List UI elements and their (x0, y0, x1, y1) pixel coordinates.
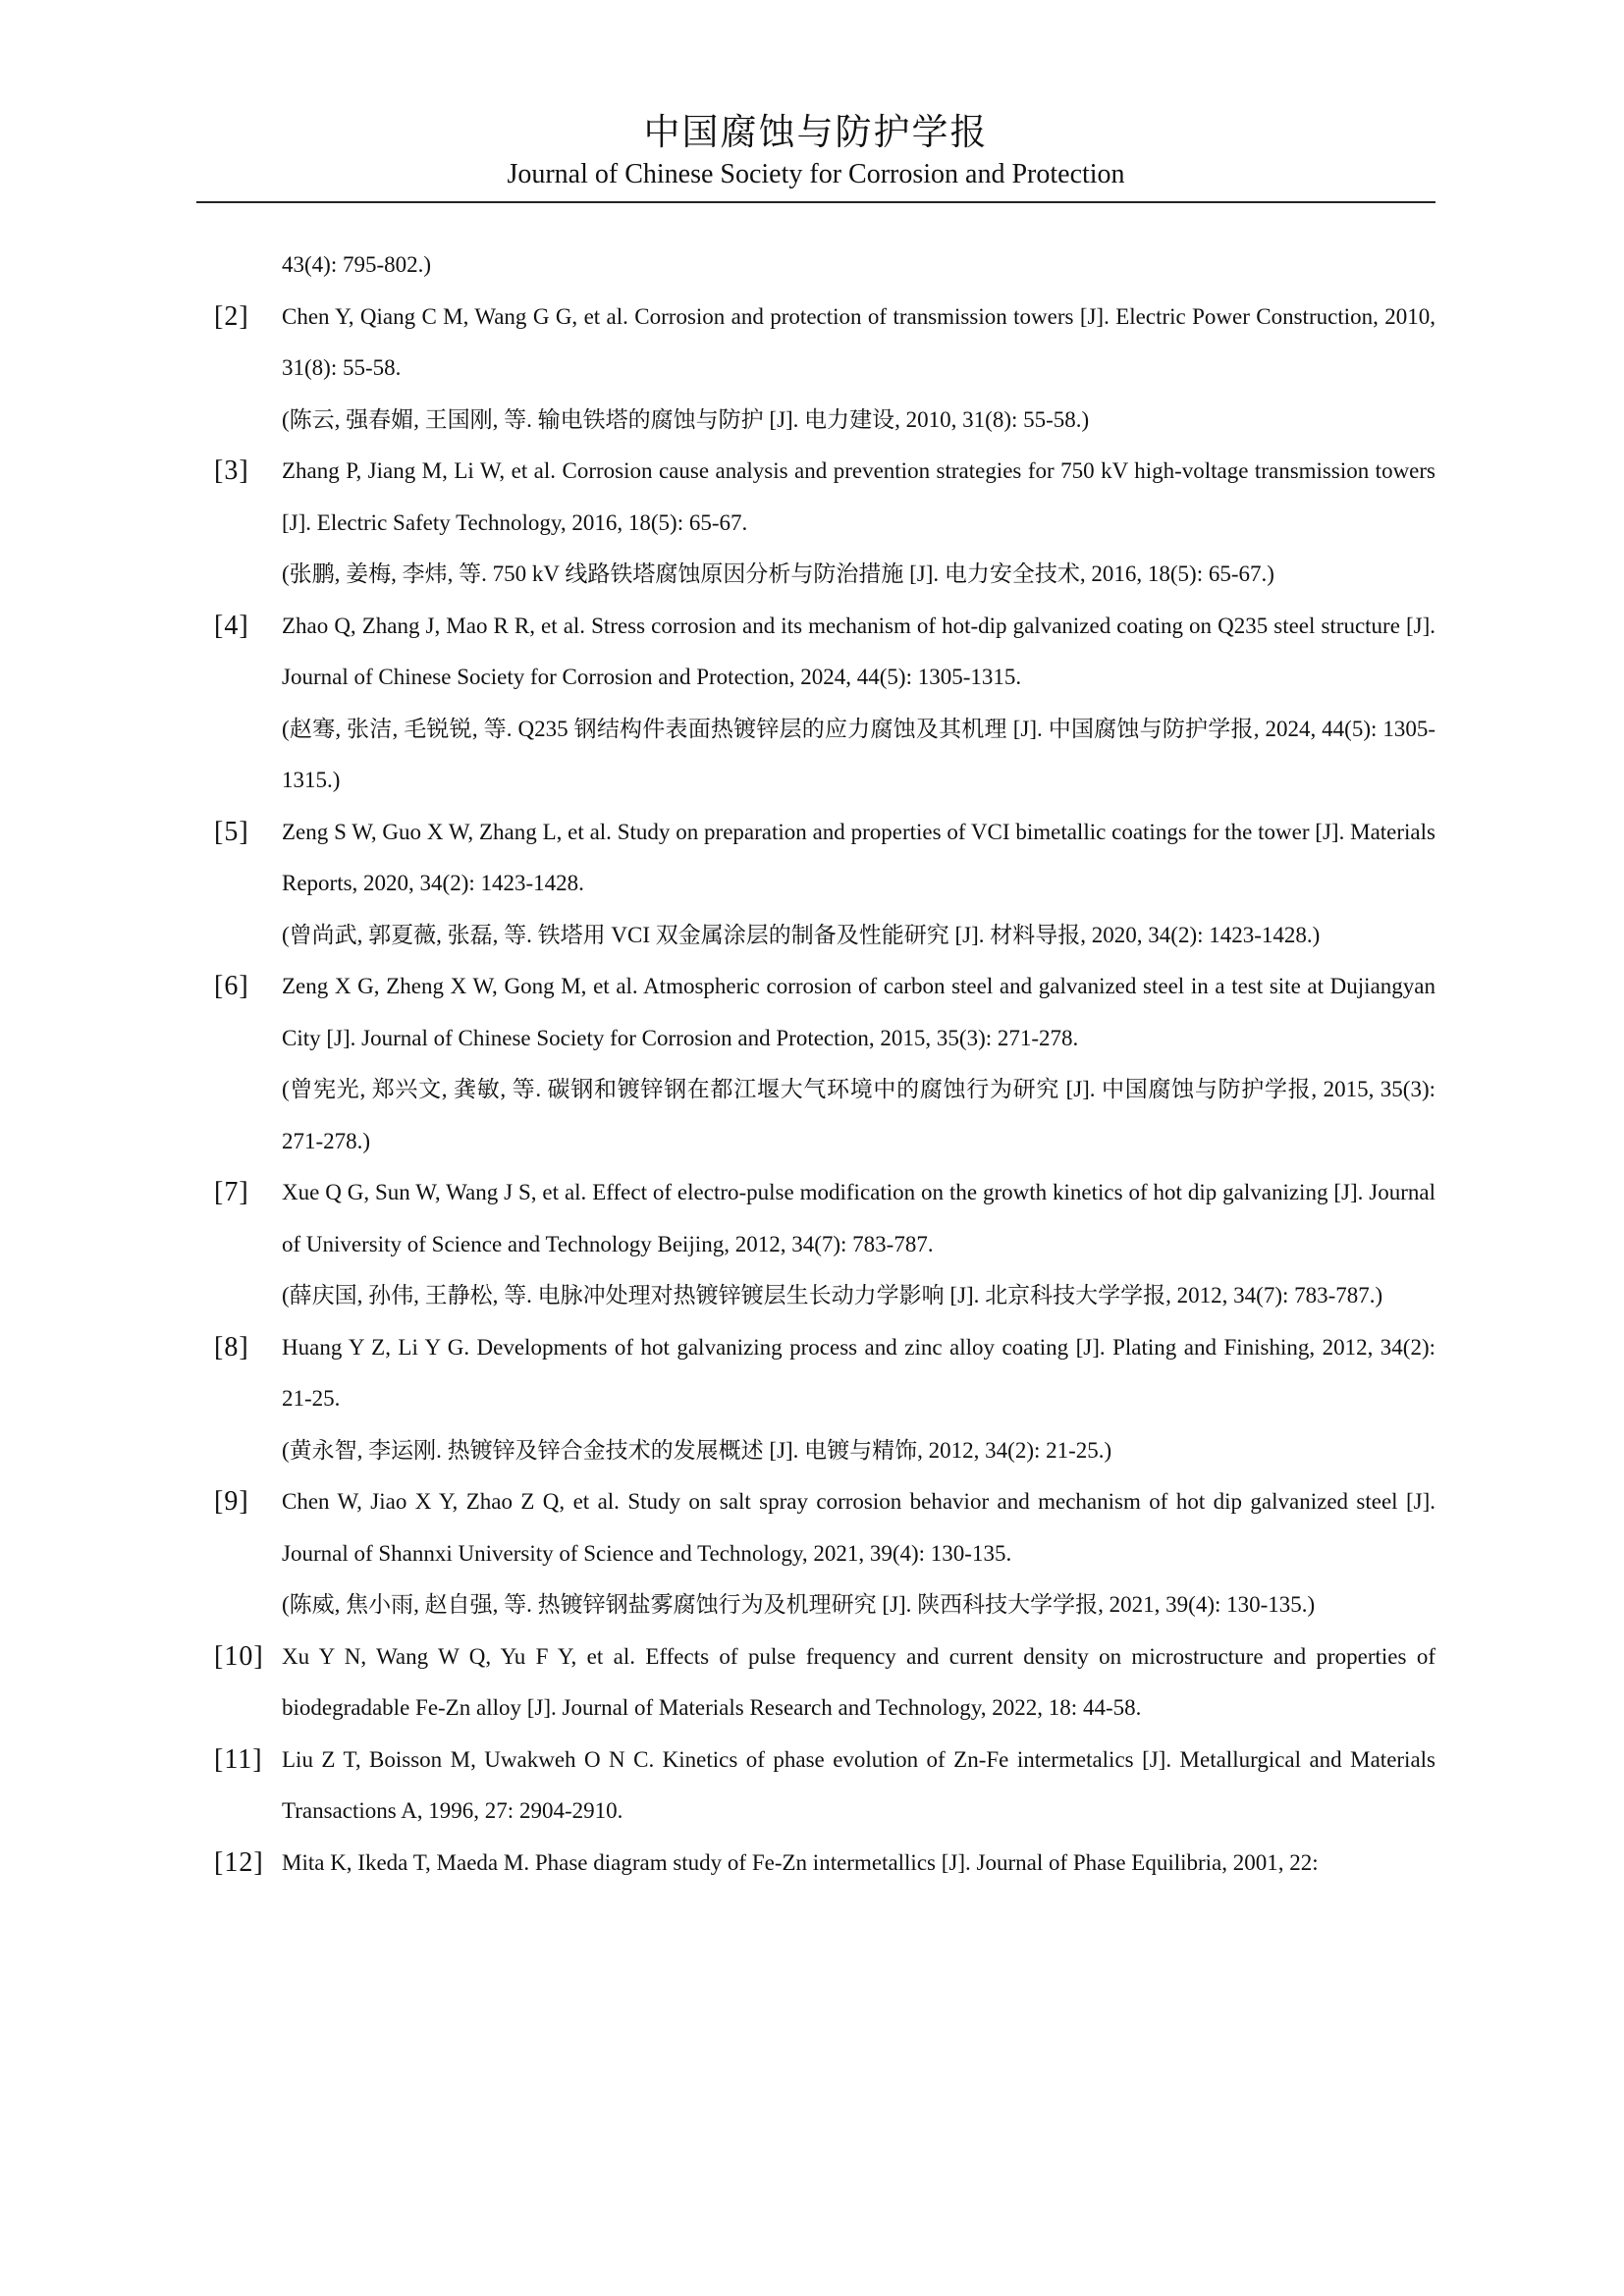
reference-chinese: (陈云, 强春媚, 王国刚, 等. 输电铁塔的腐蚀与防护 [J]. 电力建设, 2010, 31(8): 55-58.) (282, 406, 1090, 432)
reference-body (282, 1476, 1435, 1631)
reference-number: [11] (214, 1743, 263, 1775)
reference-chinese: (薛庆国, 孙伟, 王静松, 等. 电脉冲处理对热镀锌镀层生长动力学影响 [J]. 北京科技大学学报, 2012, 34(7): 783-787.) (282, 1283, 1383, 1308)
reference-number: [3] (214, 455, 249, 486)
journal-title-en: Journal of Chinese Society for Corrosion and Protection (507, 159, 1125, 189)
continued-reference-text: 43(4): 795-802.) (282, 252, 432, 277)
reference-item (214, 1167, 1435, 1322)
reference-english: Chen Y, Qiang C M, Wang G G, et al. Corrosion and protection of transmission towers [J]. Electric Power Construction, 2010, 31(8): 55-58. (282, 303, 1435, 380)
reference-item (214, 1838, 1435, 1890)
reference-number: [10] (214, 1640, 264, 1672)
reference-number: [12] (214, 1846, 264, 1878)
page-header (196, 110, 1435, 192)
reference-english: Zhao Q, Zhang J, Mao R R, et al. Stress corrosion and its mechanism of hot-dip galvanized coating on Q235 steel structure [J]. Journal of Chinese Society for Corrosion and Protection, 2024, 44(5): 1305-1315. (282, 613, 1435, 689)
reference-chinese: (赵骞, 张洁, 毛锐锐, 等. Q235 钢结构件表面热镀锌层的应力腐蚀及其机理 [J]. 中国腐蚀与防护学报, 2024, 44(5): 1305-1315.) (282, 716, 1435, 792)
reference-list (214, 240, 1435, 1889)
reference-item (214, 1735, 1435, 1838)
reference-item (214, 601, 1435, 807)
reference-number: [6] (214, 971, 249, 1001)
reference-item (214, 446, 1435, 601)
reference-body (282, 1322, 1435, 1477)
reference-english: Zeng S W, Guo X W, Zhang L, et al. Study on preparation and properties of VCI bimetallic coatings for the tower [J]. Materials Reports, 2020, 34(2): 1423-1428. (282, 819, 1435, 895)
reference-english: Mita K, Ikeda T, Maeda M. Phase diagram study of Fe-Zn intermetallics [J]. Journal of Phase Equilibria, 2001, 22: (282, 1849, 1319, 1875)
reference-item (214, 1322, 1435, 1477)
reference-english: Huang Y Z, Li Y G. Developments of hot galvanizing process and zinc alloy coating [J]. Plating and Finishing, 2012, 34(2): 21-25. (282, 1334, 1435, 1411)
reference-number: [9] (214, 1486, 249, 1517)
reference-body (282, 1838, 1435, 1890)
reference-body (282, 446, 1435, 601)
reference-english: Liu Z T, Boisson M, Uwakweh O N C. Kinetics of phase evolution of Zn-Fe intermetalics [J]. Metallurgical and Materials Transactions A, 1996, 27: 2904-2910. (282, 1746, 1435, 1823)
reference-body (282, 1167, 1435, 1322)
reference-chinese: (曾尚武, 郭夏薇, 张磊, 等. 铁塔用 VCI 双金属涂层的制备及性能研究 [J]. 材料导报, 2020, 34(2): 1423-1428.) (282, 922, 1321, 947)
reference-number: [7] (214, 1177, 249, 1207)
reference-body (282, 1735, 1435, 1838)
reference-body (282, 1631, 1435, 1735)
reference-chinese: (黄永智, 李运刚. 热镀锌及锌合金技术的发展概述 [J]. 电镀与精饰, 2012, 34(2): 21-25.) (282, 1437, 1112, 1463)
reference-number: [2] (214, 300, 249, 332)
reference-english: Zeng X G, Zheng X W, Gong M, et al. Atmospheric corrosion of carbon steel and galvanized steel in a test site at Dujiangyan City [J]. Journal of Chinese Society for Corrosion and Protection, 2015, 35(3): 271-278. (282, 974, 1435, 1050)
reference-chinese: (陈威, 焦小雨, 赵自强, 等. 热镀锌钢盐雾腐蚀行为及机理研究 [J]. 陕西科技大学学报, 2021, 39(4): 130-135.) (282, 1592, 1316, 1617)
reference-number: [8] (214, 1331, 249, 1362)
reference-number: [4] (214, 610, 249, 641)
reference-english: Xu Y N, Wang W Q, Yu F Y, et al. Effects of pulse frequency and current density on microstructure and properties of biodegradable Fe-Zn alloy [J]. Journal of Materials Research and Technology, 2022, 18: 44-58. (282, 1643, 1435, 1720)
reference-number: [5] (214, 816, 249, 847)
reference-body (282, 961, 1435, 1167)
reference-item (214, 961, 1435, 1167)
reference-item (214, 1476, 1435, 1631)
journal-title-cn: 中国腐蚀与防护学报 (643, 111, 989, 153)
reference-english: Xue Q G, Sun W, Wang J S, et al. Effect of electro-pulse modification on the growth kinetics of hot dip galvanizing [J]. Journal of University of Science and Technology Beijing, 2012, 34(7): 783-787. (282, 1180, 1435, 1256)
reference-body (282, 601, 1435, 807)
reference-item (214, 292, 1435, 447)
reference-chinese: (曾宪光, 郑兴文, 龚敏, 等. 碳钢和镀锌钢在都江堰大气环境中的腐蚀行为研究 [J]. 中国腐蚀与防护学报, 2015, 35(3): 271-278.) (282, 1077, 1435, 1153)
reference-item (214, 807, 1435, 962)
reference-item (214, 1631, 1435, 1735)
reference-english: Chen W, Jiao X Y, Zhao Z Q, et al. Study on salt spray corrosion behavior and mechanism of hot dip galvanized steel [J]. Journal of Shannxi University of Science and Technology, 2021, 39(4): 130-135. (282, 1489, 1435, 1566)
reference-chinese: (张鹏, 姜梅, 李炜, 等. 750 kV 线路铁塔腐蚀原因分析与防治措施 [J]. 电力安全技术, 2016, 18(5): 65-67.) (282, 561, 1274, 586)
header-rule (196, 201, 1435, 203)
reference-english: Zhang P, Jiang M, Li W, et al. Corrosion cause analysis and prevention strategies for 750 kV high-voltage transmission towers [J]. Electric Safety Technology, 2016, 18(5): 65-67. (282, 458, 1435, 535)
reference-body (282, 292, 1435, 447)
reference-body (282, 807, 1435, 962)
